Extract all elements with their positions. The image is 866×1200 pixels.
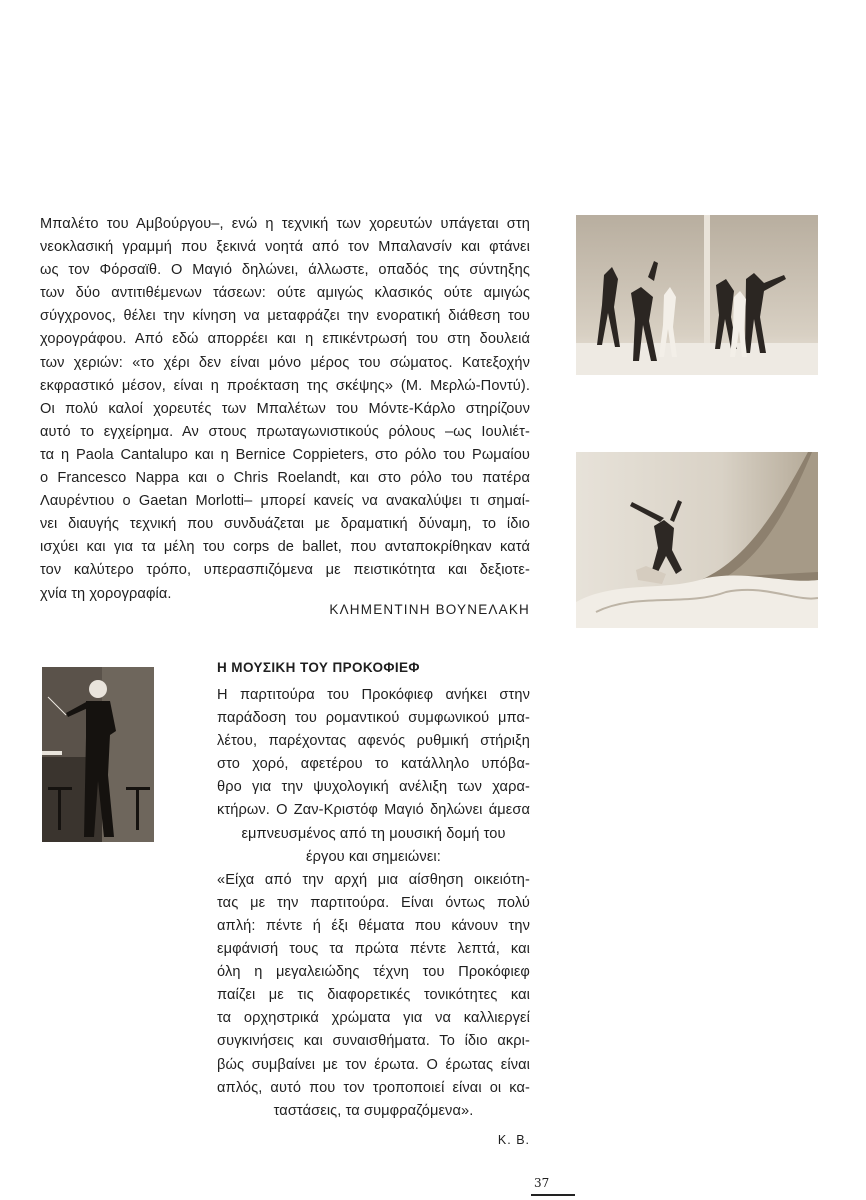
music-line: στο χορό, αφετέρου το κατάλληλο υπόβα- [217, 756, 530, 773]
article-body [40, 213, 530, 606]
photo-conductor [42, 667, 154, 842]
article-line: χνία τη χορογραφία. [40, 585, 172, 602]
music-line: κτήρων. Ο Ζαν-Κριστόφ Μαγιό δηλώνει άμεσα [217, 802, 530, 819]
music-line: τας με την παρτιτούρα. Είναι όντως πολύ [217, 894, 530, 911]
article-line: εκφραστικό μέσον, είναι η προέκταση της σκέψης» (Μ. Μερλώ-Ποντύ). [40, 377, 530, 394]
music-line: όλη η μεγαλειώδης τέχνη του Προκόφιεφ [217, 964, 530, 981]
photo-dancers-stage [576, 215, 818, 375]
article-line: Οι πολύ καλοί χορευτές των Μπαλέτων του Μόντε-Κάρλο στηρίζουν [40, 400, 530, 417]
article-line: νεοκλασική γραμμή που ξεκινά νοητά από τον Μπαλανσίν και φτάνει [40, 239, 530, 256]
music-line: εμπνευσμένος από τη μουσική δομή του [241, 825, 506, 842]
music-line: ταστάσεις, τα συμφραζόμενα». [273, 1102, 474, 1119]
article-line: ο Francesco Nappa και ο Chris Roelandt, και στο ρόλο του πατέρα [40, 470, 530, 487]
article-line: τον καλύτερο τρόπο, υπερασπιζόμενα με πειστικότητα και δεξιοτε- [40, 562, 530, 579]
music-line: συγκινήσεις και συναισθήματα. Το ίδιο ακρι- [217, 1033, 530, 1050]
music-line: τα ορχηστρικά χρώματα για να καλλιεργεί [217, 1010, 530, 1027]
photo-dancers-drapery [576, 452, 818, 628]
music-line: λέτου, παρέχοντας αφενός ρυθμική στήριξη [217, 733, 530, 750]
music-line: βώς συμβαίνει με τον έρωτα. Ο έρωτας είναι [217, 1056, 530, 1073]
article-line: νει διαυγής τεχνική που συνδυάζεται με δραματική δύναμη, το ίδιο [40, 516, 530, 533]
article-line: ισχύει και για τα μέλη του corps de ballet, που ανταποκρίθηκαν κατά [40, 539, 530, 556]
article-line: σύγχρονος, θέλει την κίνηση να μεταφράζει την ενορατική διάθεση του [40, 308, 530, 325]
music-line: «Είχα από την αρχή μια αίσθηση οικειότη- [217, 871, 530, 888]
music-line: παράδοση του ρομαντικού συμφωνικού μπα- [217, 710, 530, 727]
music-section-initials: Κ. Β. [497, 1133, 530, 1147]
music-line: έργου και σημειώνει: [306, 848, 441, 865]
photo-conductor-image [42, 667, 154, 842]
music-section-body [217, 684, 530, 1123]
music-line: απλός, αυτό που τον τροποποιεί είναι οι κα- [217, 1079, 530, 1096]
article-line: αυτό το εγχείρημα. Αν στους πρωταγωνιστικούς ρόλους –ως Ιουλιέτ- [40, 423, 530, 440]
music-section-heading: Η ΜΟΥΣΙΚΗ ΤΟΥ ΠΡΟΚΟΦΙΕΦ [217, 660, 420, 675]
music-line: εμφάνισή τους τα πρώτα πέντε λεπτά, και [217, 941, 530, 958]
article-line: Μπαλέτο του Αμβούργου–, ενώ η τεχνική των χορευτών υπάγεται στη [40, 216, 530, 232]
music-line: θρο για την ψυχολογική ανέλιξη των χαρα- [217, 779, 530, 796]
photo-dancers-drapery-image [576, 452, 818, 628]
author-signature: ΚΛΗΜΕΝΤΙΝΗ ΒΟΥΝΕΛΑΚΗ [329, 602, 530, 617]
music-line: Η παρτιτούρα του Προκόφιεφ ανήκει στην [217, 687, 530, 703]
article-line: ως τον Φόρσαϊθ. Ο Μαγιό δηλώνει, άλλωστε, οπαδός της σύντηξης [40, 262, 530, 279]
article-line: Λαυρέντιου ο Gaetan Morlotti– μπορεί κανείς να ανακαλύψει τι σημαί- [40, 493, 530, 510]
page-number: 37 [534, 1176, 550, 1190]
page-number-rule [531, 1194, 575, 1196]
music-line: παίζει με τις διαφορετικές τονικότητες και [217, 987, 530, 1004]
article-line: των δύο αντιτιθέμενων τάσεων: ούτε αμιγώς κλασικός ούτε αμιγώς [40, 285, 530, 302]
photo-dancers-stage-image [576, 215, 818, 375]
article-line: τα η Paola Cantalupo και η Bernice Coppieters, στο ρόλο του Ρωμαίου [40, 446, 530, 463]
article-line: των χεριών: «το χέρι δεν είναι μόνο μέρος του σώματος. Κατεξοχήν [40, 354, 530, 371]
music-line: απλή: πέντε ή έξι θέματα που κάνουν την [217, 917, 530, 934]
article-line: χορογράφου. Από εδώ απορρέει και η επικέντρωσή του στη δουλειά [40, 331, 530, 348]
